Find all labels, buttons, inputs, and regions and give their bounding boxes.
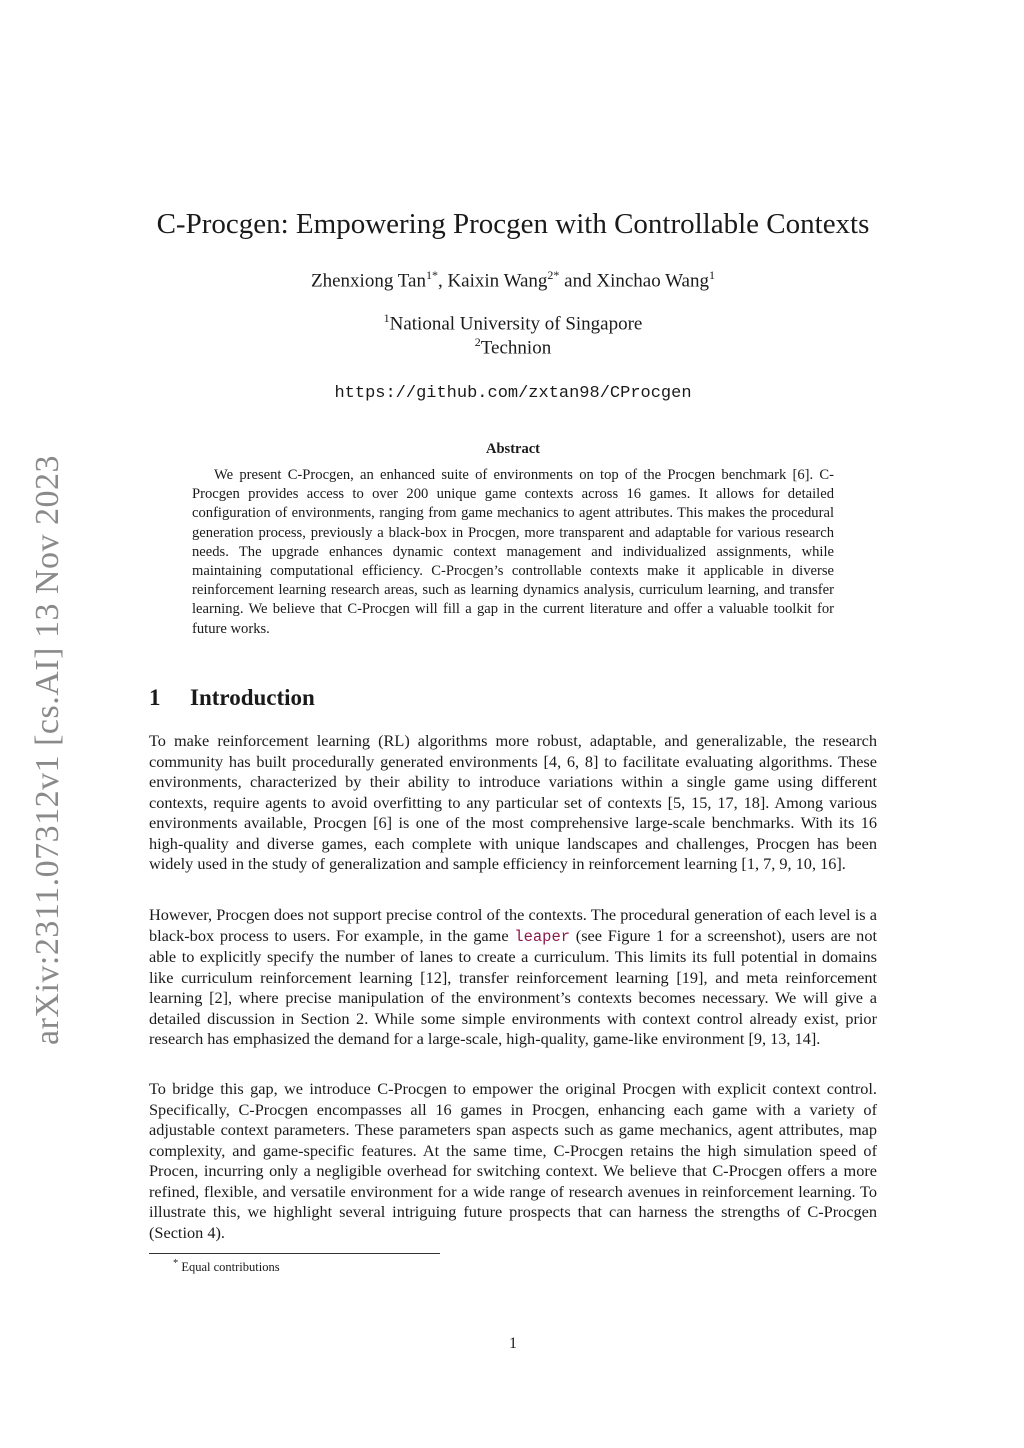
body-paragraph [149, 905, 877, 1050]
paragraph-text: (see Figure 1 for a screenshot), users are not able to explicitly specify the number of lanes to create a curriculum. This limits its full potential in domains like curriculum reinforcement learning [12], transfer reinforcement learning [19], and meta reinforcement learning [2], where precise manipulation of the environment’s contexts becomes necessary. We will give a detailed discussion in Section 2. While some simple environments with context control already exist, prior research has emphasized the demand for a large-scale, high-quality, game-like environment [9, 13, 14]. [149, 925, 877, 1048]
abstract-text: We present C-Procgen, an enhanced suite of environments on top of the Procgen benchmark [6]. C-Procgen provides access to over 200 unique game contexts across 16 games. It allows for detailed configuration of environments, ranging from game mechanics to agent attributes. This makes the procedural generation process, previously a black-box in Procgen, more transparent and adaptable for various research needs. The upgrade enhances dynamic context management and individualized assignments, while maintaining computational efficiency. C-Procgen’s controllable contexts make it applicable in diverse reinforcement learning research areas, such as learning dynamics analysis, curriculum learning, and transfer learning. We believe that C-Procgen will fill a gap in the current literature and offer a valuable toolkit for future works. [192, 467, 834, 637]
affiliation [149, 335, 877, 359]
author-affiliation-mark: 2* [547, 268, 560, 282]
author-name: Zhenxiong Tan [311, 270, 426, 292]
affiliation-name: Technion [480, 337, 552, 359]
section-number: 1 [149, 685, 161, 710]
section-heading [149, 685, 315, 711]
affiliation [149, 311, 877, 335]
footnote-text: Equal contributions [181, 1260, 280, 1275]
section-title: Introduction [190, 685, 315, 710]
repository-link[interactable]: https://github.com/zxtan98/CProcgen [334, 384, 692, 403]
footnote-mark: * [173, 1258, 179, 1269]
inline-code-game-name: leaper [514, 927, 571, 946]
author-affiliation-mark: 1 [708, 268, 715, 282]
affiliation-name: National University of Singapore [389, 313, 643, 335]
abstract-heading: Abstract [486, 441, 540, 457]
arxiv-identifier-stamp: arXiv:2311.07312v1 [cs.AI] 13 Nov 2023 [29, 455, 66, 1045]
author-separator: , [437, 270, 448, 292]
author-name: Xinchao Wang [596, 270, 709, 292]
author-name: Kaixin Wang [447, 270, 548, 292]
author-list [149, 268, 877, 292]
affiliation-mark: 1 [383, 311, 390, 325]
body-paragraph: To make reinforcement learning (RL) algorithms more robust, adaptable, and generalizable, the research community has built procedurally generated environments [4, 6, 8] to facilitate evaluating algorithms. These environments, characterized by their ability to introduce variations within a single game using different contexts, require agents to avoid overfitting to any particular set of contexts [5, 15, 17, 18]. Among various environments available, Procgen [6] is one of the most comprehensive large-scale benchmarks. With its 16 high-quality and diverse games, each complete with unique landscapes and challenges, Procgen has been widely used in the study of generalization and sample efficiency in reinforcement learning [1, 7, 9, 10, 16]. [149, 731, 877, 873]
author-affiliation-mark: 1* [425, 268, 438, 282]
footnote [173, 1258, 280, 1275]
affiliation-mark: 2 [474, 335, 481, 349]
paragraph-text: However, Procgen does not support precise control of the contexts. The procedural generation of each level is a black-box process to users. For example, in the game [149, 905, 877, 945]
body-paragraph: To bridge this gap, we introduce C-Procgen to empower the original Procgen with explicit context control. Specifically, C-Procgen encompasses all 16 games in Procgen, enhancing each game with a variety of adjustable context parameters. These parameters span aspects such as game mechanics, agent attributes, map complexity, and game-specific features. At the same time, C-Procgen retains the high simulation speed of Procen, incurring only a negligible overhead for switching context. We believe that C-Procgen offers a more refined, flexible, and versatile environment for a wide range of research avenues in reinforcement learning. To illustrate this, we highlight several intriguing future prospects that can harness the strengths of C-Procgen (Section 4). [149, 1079, 877, 1242]
footnote-divider [149, 1253, 440, 1254]
page-number: 1 [509, 1335, 517, 1352]
author-separator: and [559, 270, 597, 292]
paper-title: C-Procgen: Empowering Procgen with Controllable Contexts [156, 208, 870, 240]
